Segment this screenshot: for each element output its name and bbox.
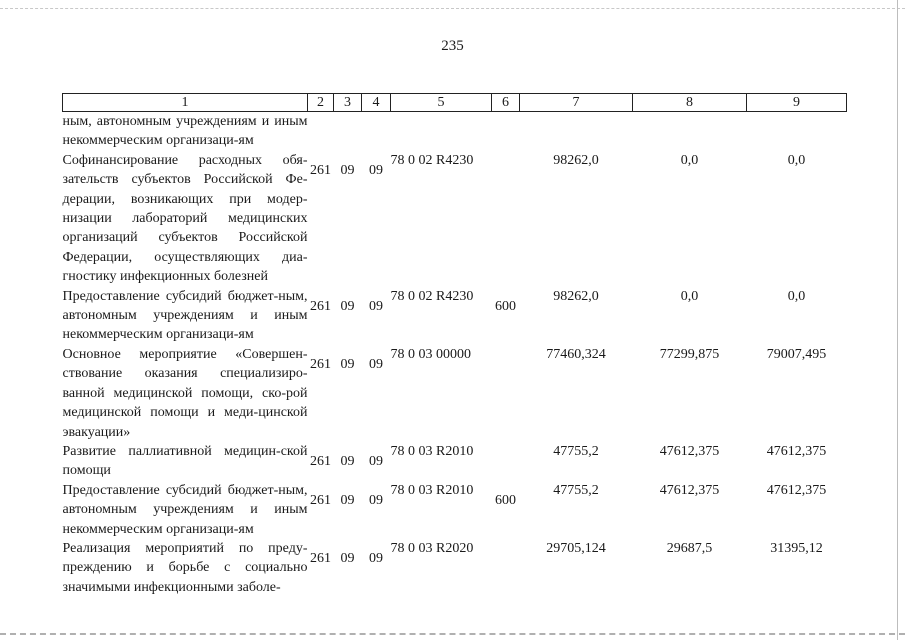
table-row: [63, 112, 847, 151]
column-header-1: 1: [63, 94, 308, 112]
scan-edge-right: [897, 0, 898, 640]
row-name: Софинансирование расходных обя-зательств субъектов Российской Фе-дерации, возникающих при модер-низации лабораторий медицинских организаций субъектов Российской Федерации, осуществляющих диа-гностику инфекционных болезней: [62, 152, 308, 285]
row-value-col8: [633, 112, 747, 151]
row-name: Основное мероприятие «Совершен-ствование оказания специализиро-ванной медицинской помощи, ско-рой медицинской помощи и меди-цинской эвакуации»: [62, 346, 308, 440]
row-name: ным, автономным учреждениям и иным некоммерческим организаци-ям: [62, 114, 308, 149]
row-name: Предоставление субсидий бюджет-ным, автономным учреждениям и иным некоммерческим организаци-ям: [62, 482, 308, 537]
row-subsection: 09: [369, 356, 383, 372]
column-header-3: 3: [334, 94, 362, 112]
row-value-col8: 0,0: [680, 288, 699, 304]
row-value-col7: 98262,0: [553, 152, 599, 168]
row-grbs: 261: [310, 298, 331, 314]
scan-edge-top: [0, 8, 905, 9]
row-value-col7: [520, 112, 633, 151]
row-expense-type: [492, 442, 520, 481]
row-value-col9: 47612,375: [766, 443, 827, 459]
row-subsection: [362, 112, 391, 151]
column-header-8: 8: [633, 94, 747, 112]
row-expense-type: [492, 345, 520, 442]
row-section: 09: [340, 162, 355, 178]
header-row: [63, 94, 847, 112]
row-value-col9: [747, 112, 847, 151]
row-expense-type: 600: [495, 298, 516, 314]
row-value-col7: 98262,0: [553, 288, 599, 304]
table-row: [63, 442, 847, 481]
row-value-col7: 47755,2: [553, 482, 599, 498]
row-subsection: 09: [369, 453, 383, 469]
table-row: [63, 539, 847, 597]
row-value-col8: 29687,5: [666, 540, 713, 556]
row-name: Развитие паллиативной медицин-ской помощи: [62, 443, 308, 479]
table-header: [63, 94, 847, 112]
column-header-7: 7: [520, 94, 633, 112]
row-target-article: 78 0 03 R2020: [390, 540, 474, 556]
row-expense-type: [492, 112, 520, 151]
row-grbs: 261: [310, 550, 331, 566]
row-grbs: 261: [310, 162, 331, 178]
row-value-col8: 77299,875: [659, 346, 720, 362]
table-row: [63, 481, 847, 539]
row-value-col8: 0,0: [680, 152, 699, 168]
row-section: 09: [340, 298, 355, 314]
row-value-col8: 47612,375: [659, 443, 720, 459]
row-grbs: 261: [310, 356, 331, 372]
row-value-col7: 77460,324: [546, 346, 606, 362]
row-value-col7: 47755,2: [553, 443, 599, 459]
row-section: 09: [340, 492, 355, 508]
row-subsection: 09: [369, 298, 383, 314]
row-value-col9: 79007,495: [766, 346, 827, 362]
column-header-4: 4: [362, 94, 391, 112]
row-target-article: 78 0 02 R4230: [390, 152, 474, 168]
row-section: 09: [340, 550, 355, 566]
row-subsection: 09: [369, 492, 383, 508]
row-expense-type: 600: [495, 492, 516, 508]
table-row: [63, 151, 847, 287]
row-grbs: [308, 112, 334, 151]
column-header-2: 2: [308, 94, 334, 112]
row-target-article: 78 0 02 R4230: [390, 288, 474, 304]
row-section: [334, 112, 362, 151]
page-number: 235: [441, 38, 464, 54]
budget-table: [62, 93, 847, 597]
row-target-article: 78 0 03 R2010: [390, 443, 474, 459]
table-row: [63, 345, 847, 442]
row-value-col9: 47612,375: [766, 482, 827, 498]
row-section: 09: [340, 356, 355, 372]
table-body: [63, 112, 847, 598]
row-target-article: 78 0 03 R2010: [390, 482, 474, 498]
row-value-col8: 47612,375: [659, 482, 720, 498]
row-target-article: 78 0 03 00000: [390, 346, 471, 362]
row-grbs: 261: [310, 453, 331, 469]
row-target-article: [391, 112, 492, 151]
row-value-col9: 31395,12: [770, 540, 823, 556]
column-header-9: 9: [747, 94, 847, 112]
row-value-col9: 0,0: [787, 288, 806, 304]
row-grbs: 261: [310, 492, 331, 508]
column-header-6: 6: [492, 94, 520, 112]
row-expense-type: [492, 151, 520, 287]
row-value-col7: 29705,124: [546, 540, 606, 556]
column-header-5: 5: [391, 94, 492, 112]
row-name: Реализация мероприятий по преду-преждению и борьбе с социально значимыми инфекционными заболе-: [62, 540, 308, 595]
row-subsection: 09: [369, 550, 383, 566]
row-value-col9: 0,0: [787, 152, 806, 168]
row-expense-type: [492, 539, 520, 597]
table-row: [63, 287, 847, 345]
row-section: 09: [340, 453, 355, 469]
row-name: Предоставление субсидий бюджет-ным, автономным учреждениям и иным некоммерческим организаци-ям: [62, 288, 308, 343]
scan-edge-bottom: [0, 633, 905, 635]
row-subsection: 09: [369, 162, 383, 178]
